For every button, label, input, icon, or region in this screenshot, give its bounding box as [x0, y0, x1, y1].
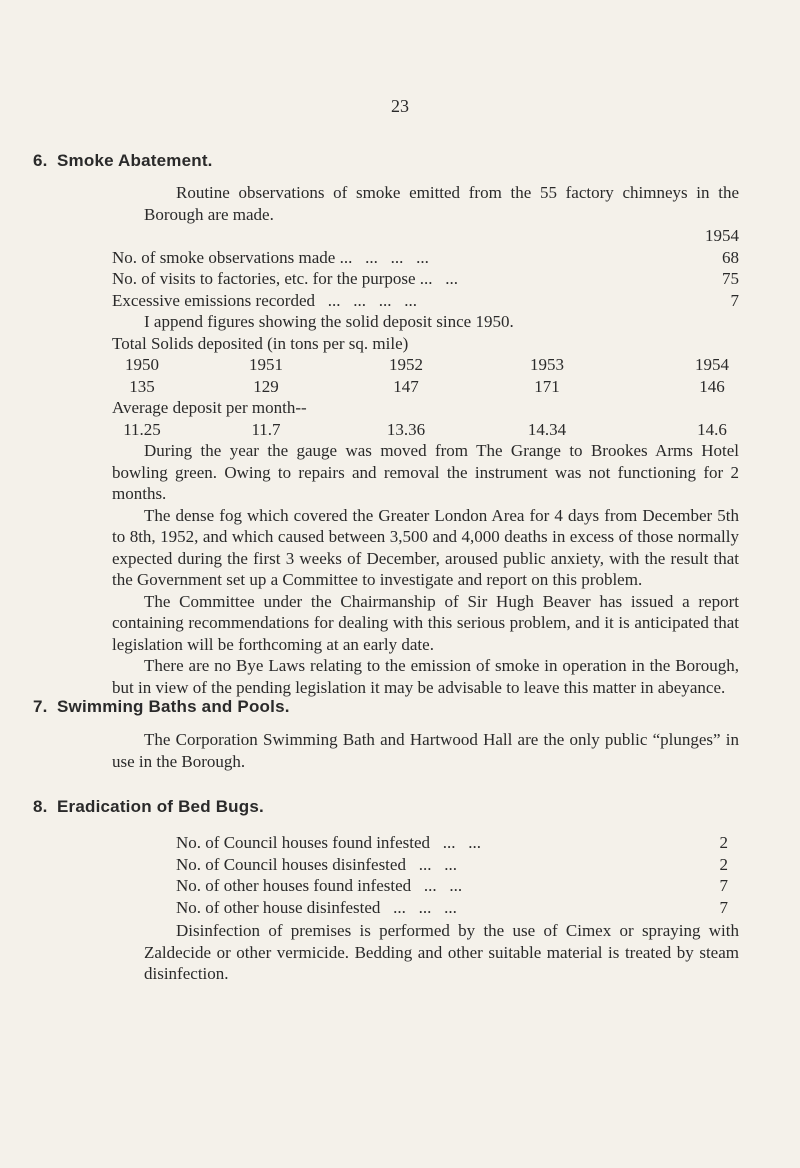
- stat-value: 75: [722, 269, 739, 288]
- section-number: 6.: [33, 151, 48, 170]
- total-cell: 171: [534, 376, 560, 396]
- total-cell: 146: [699, 376, 725, 396]
- bug-row: [176, 854, 728, 876]
- bug-value: 2: [719, 854, 728, 874]
- section-title: Swimming Baths and Pools.: [57, 697, 290, 716]
- section-title: Smoke Abatement.: [57, 151, 213, 170]
- year-cell: 1954: [695, 355, 729, 374]
- smoke-body: [144, 182, 739, 225]
- para-fog: The dense fog which covered the Greater London Area for 4 days from December 5th to 8th, 1952, and which caused between 3,500 and 4,000 deaths in excess of those normally expected during the first 3 weeks of December, aroused public anxiety, with the result that the Government set up a Committee to investigate and report on this problem.: [112, 505, 739, 589]
- total-cell: 135: [129, 376, 155, 396]
- year-cell: 1951: [249, 355, 283, 374]
- bug-label: No. of Council houses found infested ... ...: [176, 833, 482, 852]
- total-cell: 147: [393, 376, 419, 396]
- section-number: 7.: [33, 697, 48, 716]
- bugs-body: [144, 920, 739, 985]
- bug-label: No. of Council houses disinfested ... ...: [176, 854, 457, 874]
- stat-row: [112, 290, 739, 312]
- stat-value: 68: [722, 247, 739, 267]
- total-cell: 129: [253, 376, 279, 396]
- average-cell: 14.34: [527, 419, 567, 439]
- years-row: [112, 354, 739, 376]
- year-label: 1954: [705, 226, 739, 245]
- smoke-intro: Routine observations of smoke emitted from the 55 factory chimneys in the Borough are made.: [144, 183, 739, 224]
- bug-value: 7: [719, 897, 728, 917]
- para-gauge: During the year the gauge was moved from The Grange to Brookes Arms Hotel bowling green. Owing to repairs and removal the instrument was not functioning for 2 months.: [112, 441, 739, 503]
- bugs-text: Disinfection of premises is performed by the use of Cimex or spraying with Zaldecide or other vermicide. Bedding and other suitable material is treated by steam disinfection.: [144, 921, 739, 983]
- append-text: I append figures showing the solid deposit since 1950.: [144, 312, 514, 331]
- year-label-row: [112, 225, 739, 247]
- bug-label: No. of other house disinfested ... ... ...: [176, 897, 457, 917]
- year-cell: 1950: [125, 355, 159, 374]
- section-number: 8.: [33, 797, 48, 816]
- stat-label: Excessive emissions recorded ... ... ... ...: [112, 290, 417, 310]
- average-cell: 14.6: [697, 419, 727, 439]
- para-byelaws: There are no Bye Laws relating to the emission of smoke in operation in the Borough, but in view of the pending legislation it may be advisable to leave this matter in abeyance.: [112, 656, 739, 697]
- solids-label-line: [112, 333, 739, 355]
- stat-label: No. of visits to factories, etc. for the purpose ... ...: [112, 269, 459, 288]
- stat-value: 7: [730, 290, 739, 310]
- avg-label: Average deposit per month--: [112, 398, 307, 417]
- bugs-stats: [176, 832, 728, 918]
- para-committee: The Committee under the Chairmanship of Sir Hugh Beaver has issued a report containing recommendations for dealing with this serious problem, and it is anticipated that legislation will be forthcoming at an early date.: [112, 591, 739, 654]
- section-title: Eradication of Bed Bugs.: [57, 797, 264, 816]
- stat-label: No. of smoke observations made ... ... ... ...: [112, 247, 429, 267]
- averages-row: [112, 419, 739, 441]
- bug-label: No. of other houses found infested ... ...: [176, 876, 463, 895]
- bug-row: [176, 832, 728, 854]
- append-line: [112, 311, 739, 333]
- page-number: 23: [391, 96, 409, 116]
- section-heading-swimming: [33, 696, 290, 718]
- stat-row: [112, 247, 739, 269]
- bug-value: 7: [719, 876, 728, 895]
- swimming-body: [112, 729, 739, 772]
- swimming-text: The Corporation Swimming Bath and Hartwood Hall are the only public “plunges” in use in the Borough.: [112, 730, 739, 771]
- stat-row: [112, 268, 739, 290]
- average-cell: 11.7: [251, 419, 281, 439]
- smoke-stats: [112, 225, 739, 698]
- bug-row: [176, 897, 728, 919]
- totals-row: [112, 376, 739, 398]
- average-cell: 11.25: [123, 419, 161, 439]
- section-heading-bugs: [33, 796, 264, 818]
- average-cell: 13.36: [386, 419, 426, 439]
- year-cell: 1953: [530, 355, 564, 374]
- section-heading-smoke: [33, 150, 213, 172]
- bug-row: [176, 875, 728, 897]
- bug-value: 2: [719, 833, 728, 852]
- avg-label-line: [112, 397, 739, 419]
- year-cell: 1952: [389, 355, 423, 374]
- solids-label: Total Solids deposited (in tons per sq. mile): [112, 333, 409, 353]
